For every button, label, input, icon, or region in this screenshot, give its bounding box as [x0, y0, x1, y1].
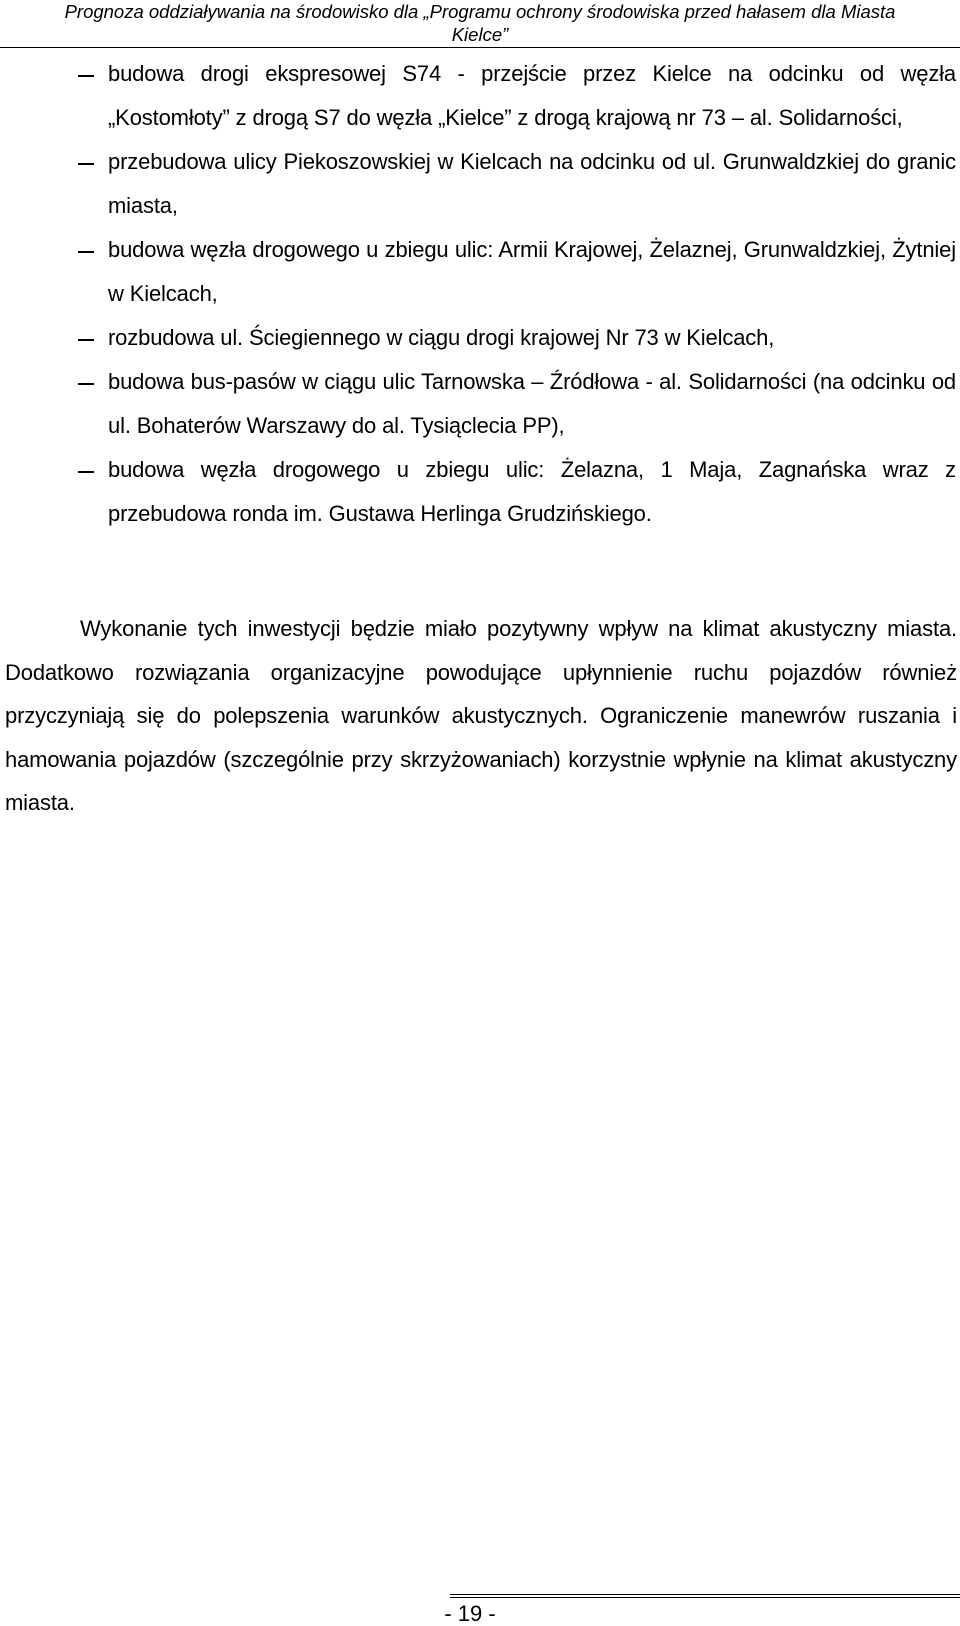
list-item-text: budowa węzła drogowego u zbiegu ulic: Żelazna, 1 Maja, Zagnańska wraz z przebudowa ronda im. Gustawa Herlinga Grudzińskiego.	[108, 457, 956, 526]
page-header	[0, 0, 960, 48]
dash-bullet-icon	[78, 163, 94, 165]
footer-divider	[450, 1594, 960, 1595]
page-number: - 19 -	[444, 1601, 496, 1626]
footer-divider	[450, 1597, 960, 1598]
body-paragraph: Wykonanie tych inwestycji będzie miało pozytywny wpływ na klimat akustyczny miasta. Dodatkowo rozwiązania organizacyjne powodujące upłynnienie ruchu pojazdów również przyczyniają się do polepszenia warunków akustycznych. Ograniczenie manewrów ruszania i hamowania pojazdów (szczególnie przy skrzyżowaniach) korzystnie wpłynie na klimat akustyczny miasta.	[5, 616, 957, 816]
header-title-line-1: Prognoza oddziaływania na środowisko dla „Programu ochrony środowiska przed hałasem dla Miasta	[64, 1, 896, 22]
dash-bullet-icon	[78, 471, 94, 473]
dash-bullet-icon	[78, 339, 94, 341]
list-item-text: budowa bus-pasów w ciągu ulic Tarnowska – Źródłowa - al. Solidarności (na odcinku od ul. Bohaterów Warszawy do al. Tysiąclecia PP),	[108, 369, 956, 438]
header-title-line-2: Kielce”	[451, 24, 509, 45]
list-item	[0, 52, 960, 140]
dash-bullet-icon	[78, 251, 94, 253]
list-item-text: budowa węzła drogowego u zbiegu ulic: Armii Krajowej, Żelaznej, Grunwaldzkiej, Żytniej w Kielcach,	[108, 237, 956, 306]
list-item	[0, 448, 960, 536]
list-item	[0, 228, 960, 316]
list-item	[0, 140, 960, 228]
list-item-text: budowa drogi ekspresowej S74 - przejście przez Kielce na odcinku od węzła „Kostomłoty” z drogą S7 do węzła „Kielce” z drogą krajową nr 73 – al. Solidarności,	[108, 61, 956, 130]
list-item	[0, 360, 960, 448]
investment-list	[0, 52, 960, 536]
list-item	[0, 316, 960, 360]
list-item-text: rozbudowa ul. Ściegiennego w ciągu drogi krajowej Nr 73 w Kielcach,	[108, 325, 775, 350]
dash-bullet-icon	[78, 75, 94, 77]
dash-bullet-icon	[78, 383, 94, 385]
list-item-text: przebudowa ulicy Piekoszowskiej w Kielcach na odcinku od ul. Grunwaldzkiej do granic miasta,	[108, 149, 956, 218]
